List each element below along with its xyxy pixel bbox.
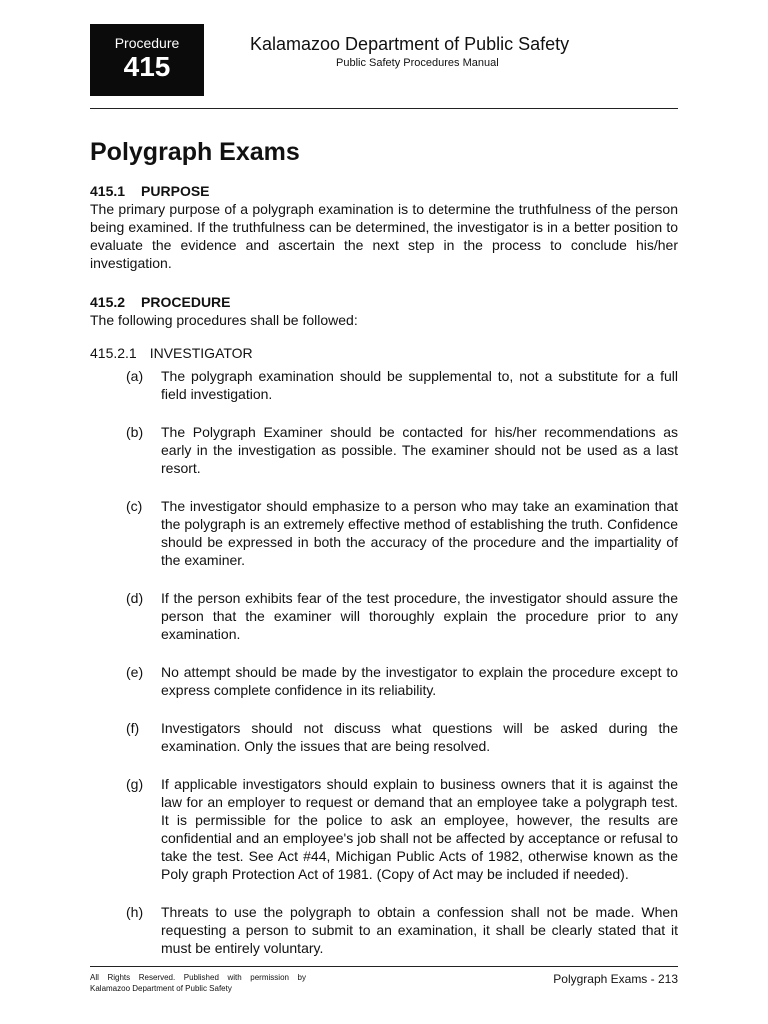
subsection-number: 415.2.1 <box>90 345 137 361</box>
list-item-text: The investigator should emphasize to a person who may take an examination that the polygraph is an extremely effective method of establishing the truth. Confidence should be expressed in both the accuracy of the procedure and the impartiality of the examiner. <box>161 498 678 568</box>
section-heading <box>90 293 678 311</box>
list-item-text: Investigators should not discuss what questions will be asked during the examination. Only the issues that are being resolved. <box>161 720 678 754</box>
section-procedure <box>90 293 678 957</box>
list-item-letter: (h) <box>126 904 144 920</box>
list-item-text: The polygraph examination should be supplemental to, not a substitute for a full field investigation. <box>161 368 678 402</box>
procedure-badge <box>90 24 204 96</box>
header-divider <box>90 108 678 109</box>
list-item <box>90 423 678 477</box>
section-title: PURPOSE <box>141 183 210 199</box>
document-body <box>90 182 678 977</box>
footer-divider <box>90 966 678 967</box>
list-item-letter: (a) <box>126 368 144 384</box>
page-number: Polygraph Exams - 213 <box>553 972 678 986</box>
list-item-letter: (b) <box>126 424 144 440</box>
list-item-letter: (d) <box>126 590 144 606</box>
list-item <box>90 367 678 403</box>
list-item-text: If applicable investigators should explain to business owners that it is against the law for an employer to request or demand that an employee take a polygraph test. It is permissible for the police to ask an employee, however, the results are confidential and an employee's job shall not be affected by acceptance or refusal to take the test. See Act #44, Michigan Public Acts of 1982, otherwise known as the Poly graph Protection Act of 1981. (Copy of Act may be included if needed). <box>161 776 678 882</box>
list-item <box>90 589 678 643</box>
list-item <box>90 775 678 883</box>
list-item <box>90 663 678 699</box>
list-item-letter: (c) <box>126 498 143 514</box>
footer-rights <box>90 972 306 994</box>
list-item-text: Threats to use the polygraph to obtain a confession shall not be made. When requesting a person to submit to an examination, it shall be clearly stated that it must be entirely voluntary. <box>161 904 678 956</box>
list-item <box>90 497 678 569</box>
section-number: 415.1 <box>90 183 126 199</box>
list-item-letter: (f) <box>126 720 140 736</box>
section-paragraph: The primary purpose of a polygraph examination is to determine the truthfulness of the person being examined. If the truthfulness can be determined, the investigator is in a better position to evaluate the evidence and ascertain the next step in the process to conclude his/her investigation. <box>90 201 678 271</box>
footer-rights-line: Kalamazoo Department of Public Safety <box>90 984 232 993</box>
list-item-text: If the person exhibits fear of the test procedure, the investigator should assure the person that the examiner will thoroughly explain the procedure prior to any examination. <box>161 590 678 642</box>
section-title: PROCEDURE <box>141 294 231 310</box>
procedure-label: Procedure <box>114 35 180 51</box>
section-heading <box>90 182 678 200</box>
list-item-text: No attempt should be made by the investigator to explain the procedure except to express complete confidence in its reliability. <box>161 664 678 698</box>
organization-name: Kalamazoo Department of Public Safety <box>250 34 570 54</box>
list-item-text: The Polygraph Examiner should be contacted for his/her recommendations as early in the investigation as possible. The examiner should not be used as a last resort. <box>161 424 678 476</box>
section-purpose <box>90 182 678 272</box>
section-number: 415.2 <box>90 294 126 310</box>
subsection-heading <box>90 344 678 362</box>
manual-name: Public Safety Procedures Manual <box>336 57 499 69</box>
list-item <box>90 903 678 957</box>
section-paragraph: The following procedures shall be followed: <box>90 312 358 328</box>
procedure-list <box>90 367 678 957</box>
footer-rights-line: All Rights Reserved. Published with permission by <box>90 973 306 982</box>
list-item-letter: (e) <box>126 664 144 680</box>
subsection-title: INVESTIGATOR <box>149 345 253 361</box>
list-item-letter: (g) <box>126 776 144 792</box>
procedure-number: 415 <box>123 51 171 82</box>
list-item <box>90 719 678 755</box>
page-title: Polygraph Exams <box>90 138 300 166</box>
